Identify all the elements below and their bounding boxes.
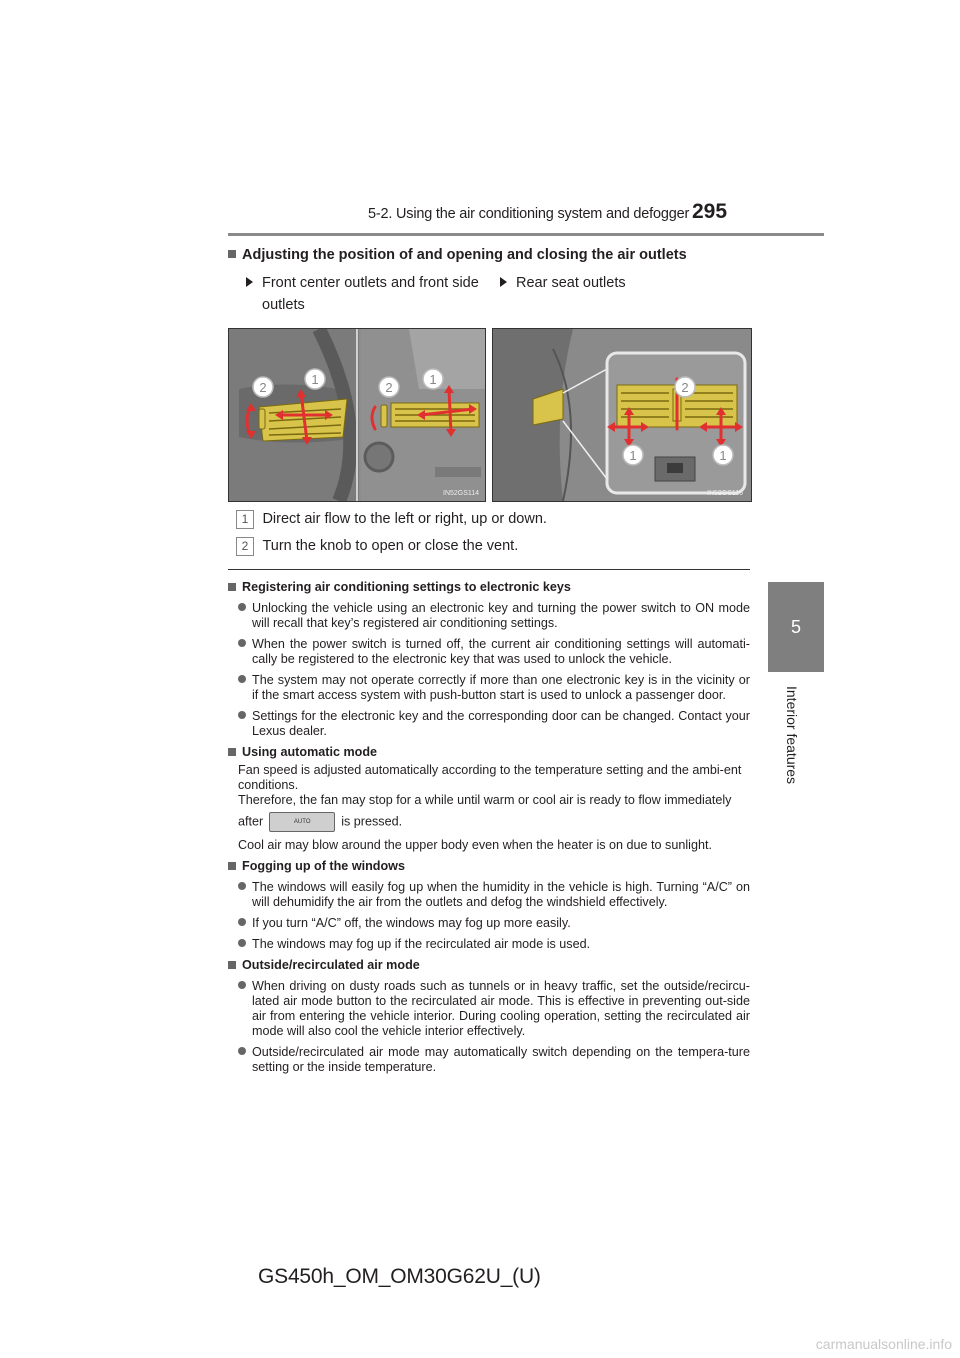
callout-1: 1 <box>311 372 319 387</box>
round-bullet-icon <box>238 675 246 683</box>
section-heading: Adjusting the position of and opening and closing the air outlets <box>228 247 687 263</box>
round-bullet-icon <box>238 1047 246 1055</box>
callout-2: 2 <box>681 380 689 395</box>
round-bullet-icon <box>238 981 246 989</box>
note-bullet: The system may not operate correctly if more than one electronic key is in the vicinity or if the smart access system with push-button start is used to unlock a passenger door. <box>228 673 750 703</box>
image-code: IN52GS116 <box>707 490 744 497</box>
note-bullet: Unlocking the vehicle using an electronic key and turning the power switch to ON mode will recall that key’s registered air conditioning settings. <box>228 601 750 631</box>
note-paragraph: Therefore, the fan may stop for a while until warm or cool air is ready to flow immediately <box>238 793 732 807</box>
rear-outlets-drawing <box>493 329 751 501</box>
triangle-bullet-icon <box>500 277 507 287</box>
square-bullet-icon <box>228 250 236 258</box>
note-paragraph: after AUTO is pressed. <box>228 812 750 832</box>
square-bullet-icon <box>228 862 236 870</box>
callout-1: 1 <box>719 448 727 463</box>
note-bullet: When the power switch is turned off, the current air conditioning settings will automati-cally be registered to the electronic key that was used to unlock the vehicle. <box>228 637 750 667</box>
round-bullet-icon <box>238 639 246 647</box>
note-heading: Fogging up of the windows <box>228 859 750 874</box>
step-2: 2 Turn the knob to open or close the vent. <box>236 537 518 556</box>
round-bullet-icon <box>238 939 246 947</box>
front-outlets-drawing <box>229 329 485 501</box>
callout-1: 1 <box>629 448 637 463</box>
header-divider <box>228 233 824 236</box>
step-1: 1 Direct air flow to the left or right, up or down. <box>236 510 547 529</box>
round-bullet-icon <box>238 603 246 611</box>
callout-2: 2 <box>259 380 267 395</box>
square-bullet-icon <box>228 961 236 969</box>
front-outlets-illustration <box>228 328 486 502</box>
page-number: 295 <box>692 200 728 223</box>
note-heading: Using automatic mode <box>228 745 750 760</box>
note-bullet: Outside/recirculated air mode may automatically switch depending on the tempera-ture setting or the inside temperature. <box>228 1045 750 1075</box>
note-paragraph: Cool air may blow around the upper body even when the heater is on due to sunlight. <box>238 838 712 852</box>
chapter-tab-number: 5 <box>768 582 824 672</box>
step-number: 2 <box>236 537 254 556</box>
square-bullet-icon <box>228 748 236 756</box>
document-code: GS450h_OM_OM30G62U_(U) <box>258 1265 541 1288</box>
note-bullet: The windows will easily fog up when the humidity in the vehicle is high. Turning “A/C” on will dehumidify the air from the outlets and defog the windshield effectively. <box>228 880 750 910</box>
note-bullet: If you turn “A/C” off, the windows may fog up more easily. <box>228 916 750 931</box>
round-bullet-icon <box>238 918 246 926</box>
watermark: carmanualsonline.info <box>815 1336 952 1352</box>
step-number: 1 <box>236 510 254 529</box>
note-bullet: When driving on dusty roads such as tunnels or in heavy traffic, set the outside/recircu-lated air mode button to the recirculated air mode. This is effective in preventing out-side air from entering the vehicle interior. During cooling operation, setting the recirculated air mode will also cool the vehicle interior effectively. <box>228 979 750 1039</box>
callout-2: 2 <box>385 380 393 395</box>
notes-block <box>228 580 750 1075</box>
chapter-tab-label: Interior features <box>784 686 800 785</box>
caption-rear-outlets: Rear seat outlets <box>500 272 626 294</box>
rear-outlets-illustration <box>492 328 752 502</box>
callout-1: 1 <box>429 372 437 387</box>
section-divider <box>228 569 750 570</box>
note-bullet: The windows may fog up if the recirculated air mode is used. <box>228 937 750 952</box>
auto-button-icon: AUTO <box>269 812 335 832</box>
caption-front-outlets: Front center outlets and front side outlets <box>246 272 479 316</box>
note-heading: Registering air conditioning settings to electronic keys <box>228 580 750 595</box>
image-code: IN52GS114 <box>443 490 480 497</box>
section-header-title: 5-2. Using the air conditioning system and defogger <box>368 206 690 222</box>
round-bullet-icon <box>238 882 246 890</box>
square-bullet-icon <box>228 583 236 591</box>
note-paragraph: Fan speed is adjusted automatically according to the temperature setting and the ambi-ent conditions. <box>238 763 742 792</box>
note-heading: Outside/recirculated air mode <box>228 958 750 973</box>
round-bullet-icon <box>238 711 246 719</box>
note-bullet: Settings for the electronic key and the corresponding door can be changed. Contact your Lexus dealer. <box>228 709 750 739</box>
triangle-bullet-icon <box>246 277 253 287</box>
